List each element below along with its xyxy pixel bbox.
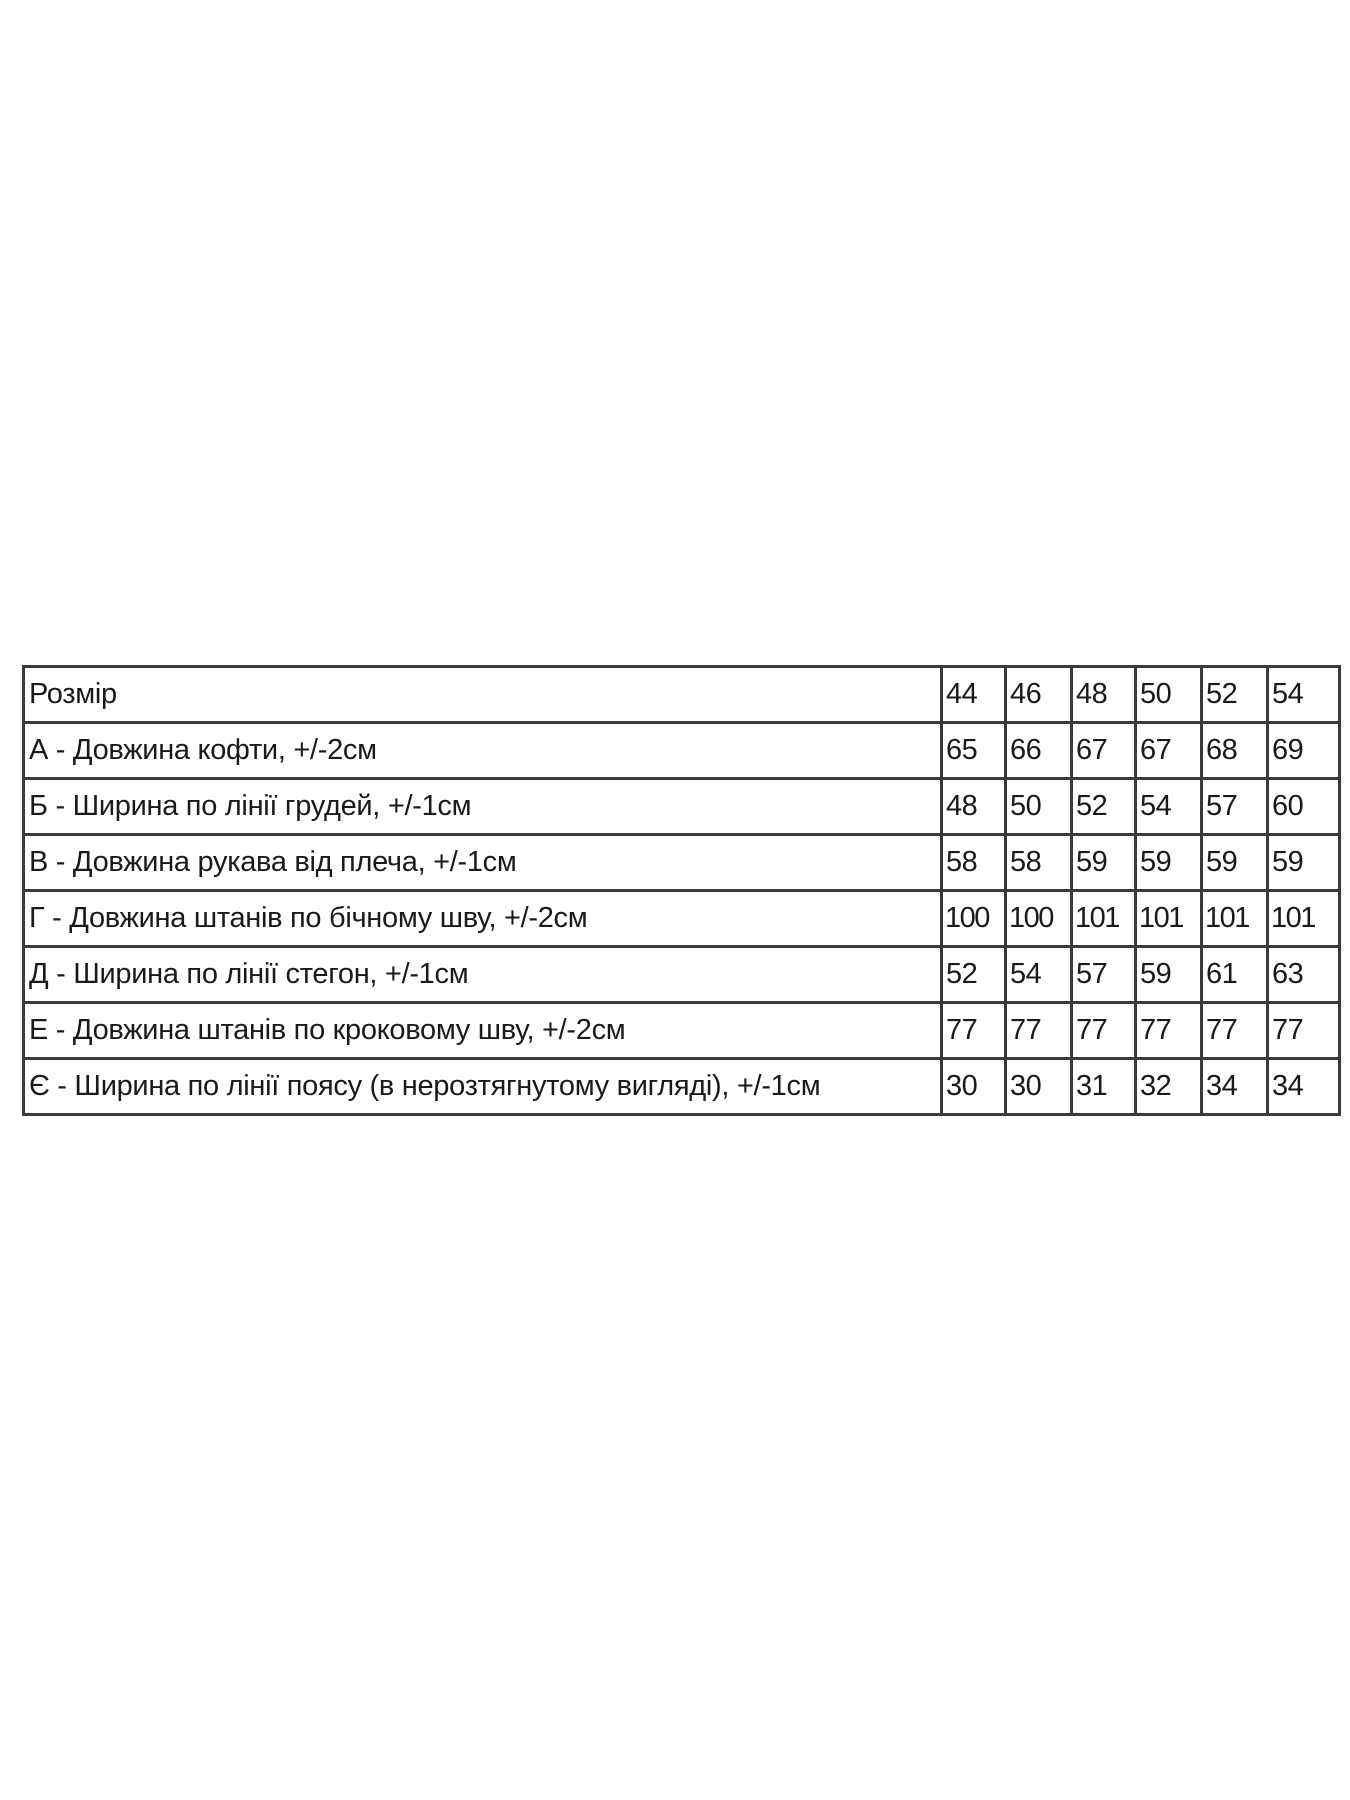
table-cell: 57 bbox=[1202, 779, 1268, 835]
table-cell: 68 bbox=[1202, 723, 1268, 779]
table-cell: 59 bbox=[1072, 835, 1136, 891]
size-48: 48 bbox=[1072, 667, 1136, 723]
table-row bbox=[24, 1059, 1340, 1115]
row-label: Г - Довжина штанів по бічному шву, +/-2см bbox=[24, 891, 942, 947]
table-cell: 57 bbox=[1072, 947, 1136, 1003]
table-cell: 77 bbox=[1268, 1003, 1340, 1059]
table-cell: 48 bbox=[942, 779, 1006, 835]
table-cell: 100 bbox=[942, 891, 1006, 947]
size-50: 50 bbox=[1136, 667, 1202, 723]
table-cell: 54 bbox=[1136, 779, 1202, 835]
row-label: Е - Довжина штанів по кроковому шву, +/-2см bbox=[24, 1003, 942, 1059]
size-46: 46 bbox=[1006, 667, 1072, 723]
table-cell: 67 bbox=[1072, 723, 1136, 779]
row-label: В - Довжина рукава від плеча, +/-1см bbox=[24, 835, 942, 891]
row-label: Д - Ширина по лінії стегон, +/-1см bbox=[24, 947, 942, 1003]
table-cell: 32 bbox=[1136, 1059, 1202, 1115]
table-cell: 52 bbox=[942, 947, 1006, 1003]
table-cell: 101 bbox=[1136, 891, 1202, 947]
table-cell: 31 bbox=[1072, 1059, 1136, 1115]
table-cell: 77 bbox=[1136, 1003, 1202, 1059]
row-label: А - Довжина кофти, +/-2см bbox=[24, 723, 942, 779]
table-cell: 59 bbox=[1202, 835, 1268, 891]
size-chart-table bbox=[22, 665, 1341, 1116]
table-cell: 77 bbox=[1072, 1003, 1136, 1059]
table-cell: 30 bbox=[1006, 1059, 1072, 1115]
table-cell: 59 bbox=[1136, 947, 1202, 1003]
table-cell: 101 bbox=[1202, 891, 1268, 947]
table-cell: 34 bbox=[1268, 1059, 1340, 1115]
table-cell: 77 bbox=[942, 1003, 1006, 1059]
table-cell: 63 bbox=[1268, 947, 1340, 1003]
table-cell: 50 bbox=[1006, 779, 1072, 835]
table-row bbox=[24, 1003, 1340, 1059]
table-cell: 67 bbox=[1136, 723, 1202, 779]
table-row bbox=[24, 947, 1340, 1003]
table-cell: 59 bbox=[1136, 835, 1202, 891]
size-54: 54 bbox=[1268, 667, 1340, 723]
table-cell: 54 bbox=[1006, 947, 1072, 1003]
table-cell: 66 bbox=[1006, 723, 1072, 779]
table-cell: 58 bbox=[942, 835, 1006, 891]
table-cell: 65 bbox=[942, 723, 1006, 779]
table-row bbox=[24, 723, 1340, 779]
header-label: Розмір bbox=[24, 667, 942, 723]
table-cell: 69 bbox=[1268, 723, 1340, 779]
table-cell: 30 bbox=[942, 1059, 1006, 1115]
table-cell: 34 bbox=[1202, 1059, 1268, 1115]
table-cell: 58 bbox=[1006, 835, 1072, 891]
table-cell: 77 bbox=[1202, 1003, 1268, 1059]
table-row bbox=[24, 891, 1340, 947]
table-cell: 77 bbox=[1006, 1003, 1072, 1059]
table-cell: 101 bbox=[1072, 891, 1136, 947]
table-cell: 101 bbox=[1268, 891, 1340, 947]
table-cell: 61 bbox=[1202, 947, 1268, 1003]
table-cell: 100 bbox=[1006, 891, 1072, 947]
size-52: 52 bbox=[1202, 667, 1268, 723]
row-label: Б - Ширина по лінії грудей, +/-1см bbox=[24, 779, 942, 835]
row-label: Є - Ширина по лінії поясу (в нерозтягнутому вигляді), +/-1см bbox=[24, 1059, 942, 1115]
header-row bbox=[24, 667, 1340, 723]
table-row bbox=[24, 779, 1340, 835]
table-row bbox=[24, 835, 1340, 891]
table-cell: 60 bbox=[1268, 779, 1340, 835]
table-cell: 52 bbox=[1072, 779, 1136, 835]
table-cell: 59 bbox=[1268, 835, 1340, 891]
size-44: 44 bbox=[942, 667, 1006, 723]
